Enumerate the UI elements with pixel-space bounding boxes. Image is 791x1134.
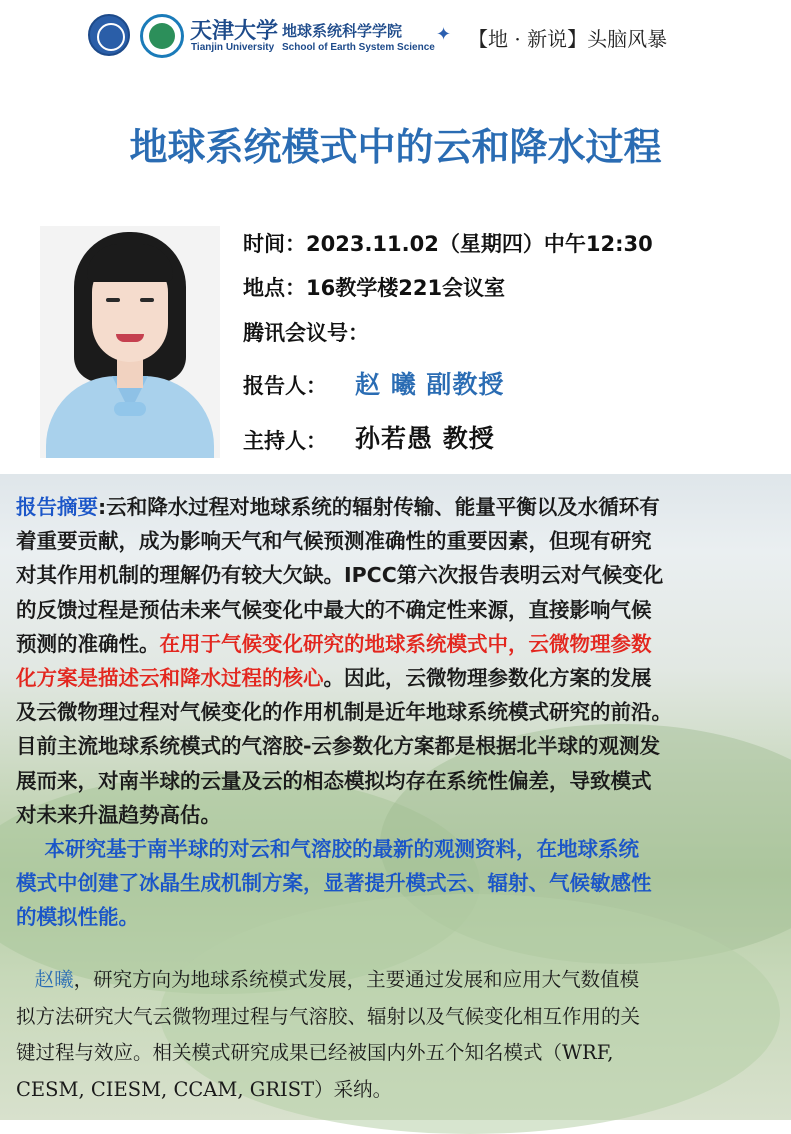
university-name-cn: 天津大学 bbox=[190, 18, 279, 44]
school-logo bbox=[140, 14, 184, 58]
school-name-en: School of Earth System Science bbox=[282, 42, 435, 53]
series-tag: 【地 · 新说】头脑风暴 bbox=[468, 27, 668, 51]
abstract-text: 报告摘要:云和降水过程对地球系统的辐射传输、能量平衡以及水循环有 着重要贡献，成为影响天气和气候预测准确性的重要因素，但现有研究 对其作用机制的理解仍有较大欠缺。IPCC第六次报告表明云对气候变化 的反馈过程是预估未来气候变化中最大的不确定性来源，直接影响气候 预测的准确性。在用于气候变化研究的地球系统模式中，云微物理参数 化方案是描述云和降水过程的核心。因此，云微物理参数化方案的发展 及云微物理过程对气候变化的作用机制是近年地球系统模式研究的前沿。 目前主流地球系统模式的气溶胶-云参数化方案都是根据北半球的观测发 展而来，对南半球的云量及云的相态模拟均存在系统性偏差，导致模式 对未来升温趋势高估。 本研究基于南半球的对云和气溶胶的最新的观测资料，在地球系统 模式中创建了冰晶生成机制方案，显著提升模式云、辐射、气候敏感性 的模拟性能。 bbox=[16, 490, 780, 935]
research-highlight: 的模拟性能。 bbox=[16, 905, 139, 930]
highlight-text: 在用于气候变化研究的地球系统模式中，云微物理参数 bbox=[159, 631, 652, 656]
bio-speaker-name: 赵曦 bbox=[34, 968, 74, 991]
highlight-text: 化方案是描述云和降水过程的核心 bbox=[16, 666, 324, 691]
speaker-bio: 赵曦，研究方向为地球系统模式发展，主要通过发展和应用大气数值模 拟方法研究大气云微物理过程与气溶胶、辐射以及气候变化相互作用的关 键过程与效应。相关模式研究成果已经被国内外五个知名模式（WRF, CESM, CIESM, CCAM, GRIST）采纳。 bbox=[16, 968, 641, 1101]
speaker-photo bbox=[40, 226, 220, 458]
page-title: 地球系统模式中的云和降水过程 bbox=[129, 125, 662, 169]
speaker-label: 报告人： bbox=[243, 374, 327, 398]
tianjin-university-logo bbox=[88, 14, 130, 56]
event-time: 时间：2023.11.02（星期四）中午12:30 bbox=[243, 232, 653, 256]
research-highlight: 模式中创建了冰晶生成机制方案，显著提升模式云、辐射、气候敏感性 bbox=[16, 871, 652, 896]
tencent-meeting-id: 腾讯会议号： bbox=[243, 321, 369, 345]
school-name-cn: 地球系统科学学院 bbox=[282, 22, 403, 40]
event-place: 地点：16教学楼221会议室 bbox=[243, 276, 506, 300]
university-name-en: Tianjin University bbox=[191, 42, 275, 53]
abstract-label: 报告摘要 bbox=[16, 495, 98, 519]
host-label: 主持人： bbox=[243, 429, 327, 453]
speaker-name: 赵 曦 副教授 bbox=[355, 370, 505, 399]
host-name: 孙若愚 教授 bbox=[355, 424, 495, 453]
header-bar bbox=[0, 0, 791, 80]
sparkle-icon: ✦ bbox=[436, 24, 452, 45]
research-highlight: 本研究基于南半球的对云和气溶胶的最新的观测资料，在地球系统 bbox=[16, 837, 640, 862]
